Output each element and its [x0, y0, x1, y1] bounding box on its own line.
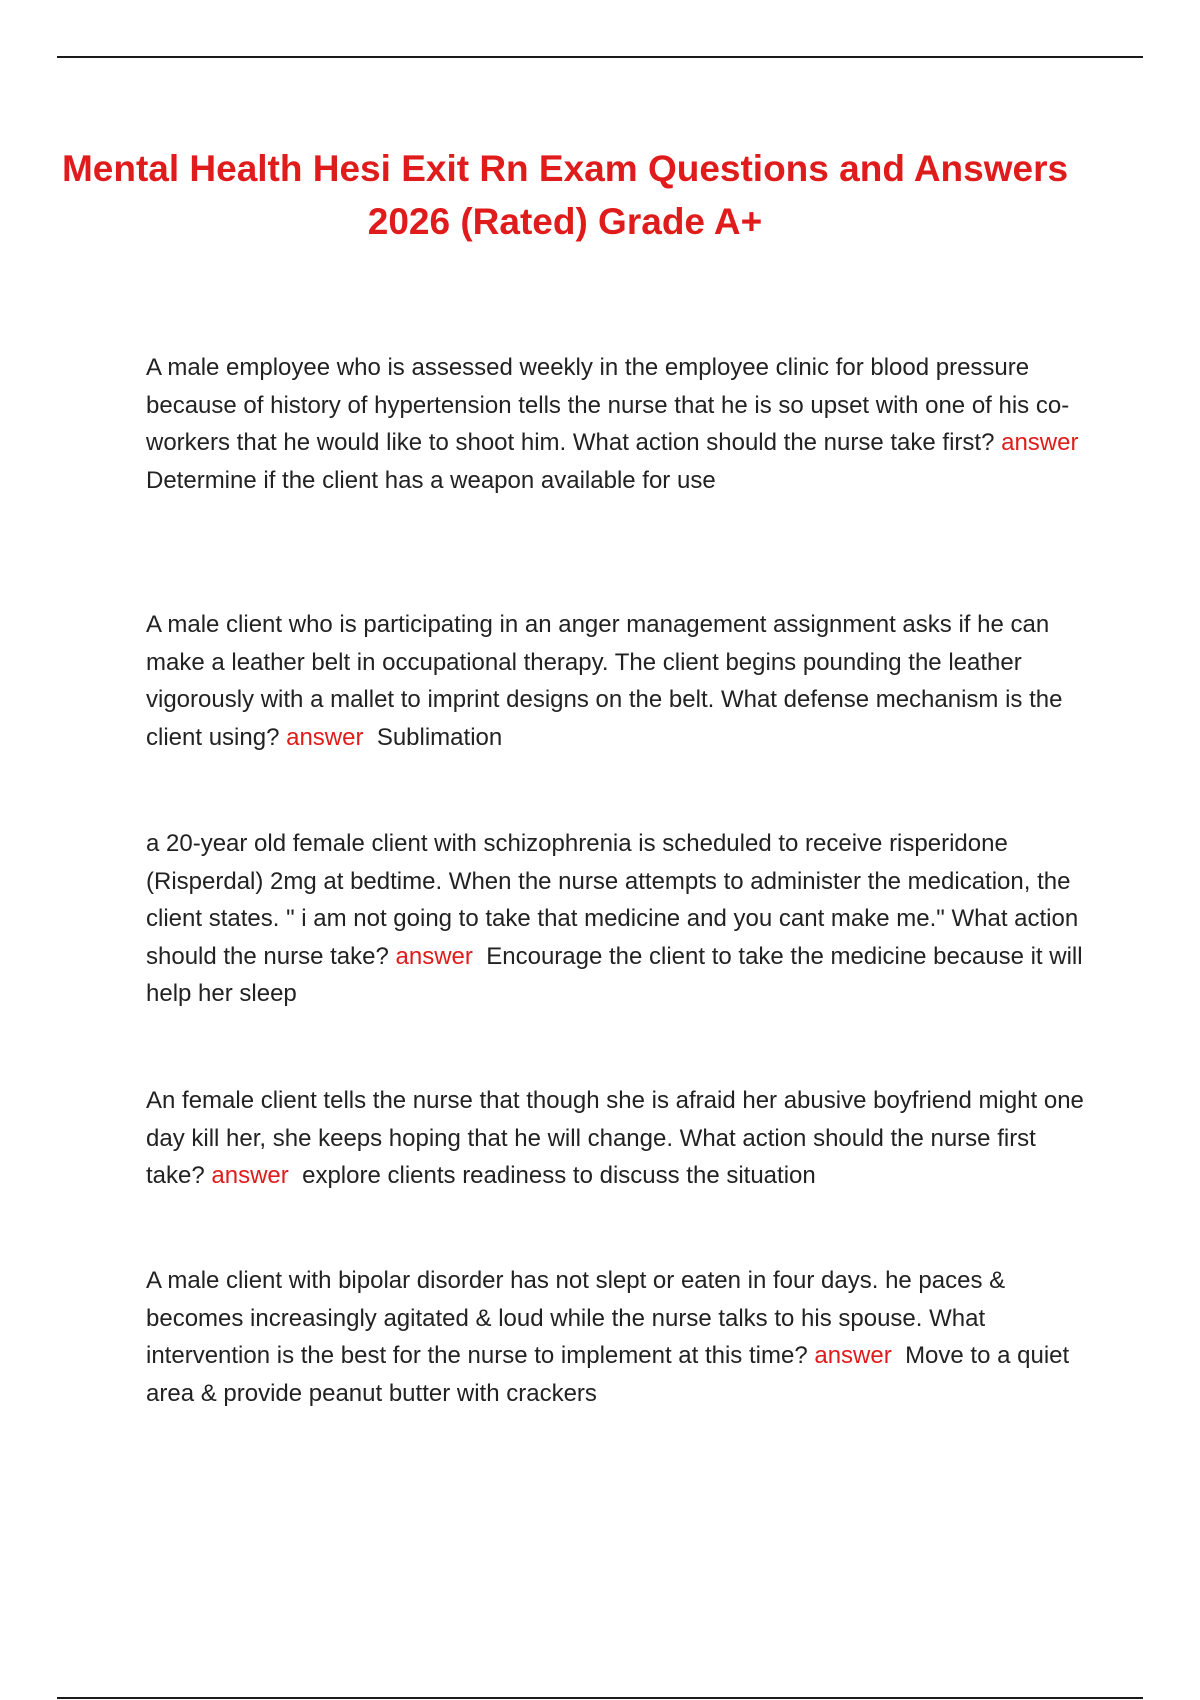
document-title: Mental Health Hesi Exit Rn Exam Questions and Answers 2026 (Rated) Grade A+	[61, 148, 1069, 242]
question-text: a 20-year old female client with schizophrenia is scheduled to receive risperidone (Risperdal) 2mg at bedtime. When the nurse attempts to administer the medication, the client states. " i am not going to take that medicine and you cant make me." What action should the nurse take?	[146, 830, 1079, 970]
qa-item	[146, 606, 1096, 756]
answer-text: Encourage the client to take the medicine because it will help her sleep	[146, 942, 1083, 1007]
qa-item	[146, 1082, 1096, 1195]
answer-keyword: answer	[395, 942, 473, 970]
qa-item	[146, 349, 1096, 499]
answer-keyword: answer	[286, 723, 364, 751]
question-text: A male employee who is assessed weekly in the employee clinic for blood pressure because of history of hypertension tells the nurse that he is so upset with one of his co-workers that he would like to shoot him. What action should the nurse take first?	[146, 354, 1070, 456]
answer-text: Move to a quiet area & provide peanut butter with crackers	[146, 1342, 1070, 1407]
answer-keyword: answer	[814, 1342, 892, 1369]
qa-item	[146, 825, 1096, 1013]
answer-text: explore clients readiness to discuss the situation	[302, 1162, 816, 1189]
question-text: A male client with bipolar disorder has not slept or eaten in four days. he paces & becomes increasingly agitated & loud while the nurse talks to his spouse. What intervention is the best for the nurse to implement at this time?	[146, 1267, 1006, 1369]
answer-keyword: answer	[1001, 429, 1079, 456]
answer-text: Determine if the client has a weapon available for use	[146, 466, 716, 494]
question-text: A male client who is participating in an anger management assignment asks if he can make a leather belt in occupational therapy. The client begins pounding the leather vigorously with a mallet to imprint designs on the belt. What defense mechanism is the client using?	[146, 611, 1063, 751]
answer-text: Sublimation	[376, 723, 503, 751]
bottom-divider	[57, 1697, 1143, 1699]
question-text: An female client tells the nurse that though she is afraid her abusive boyfriend might one day kill her, she keeps hoping that he will change. What action should the nurse first take?	[146, 1087, 1084, 1189]
top-divider	[57, 56, 1143, 58]
qa-item	[146, 1262, 1096, 1412]
answer-keyword: answer	[211, 1162, 289, 1189]
